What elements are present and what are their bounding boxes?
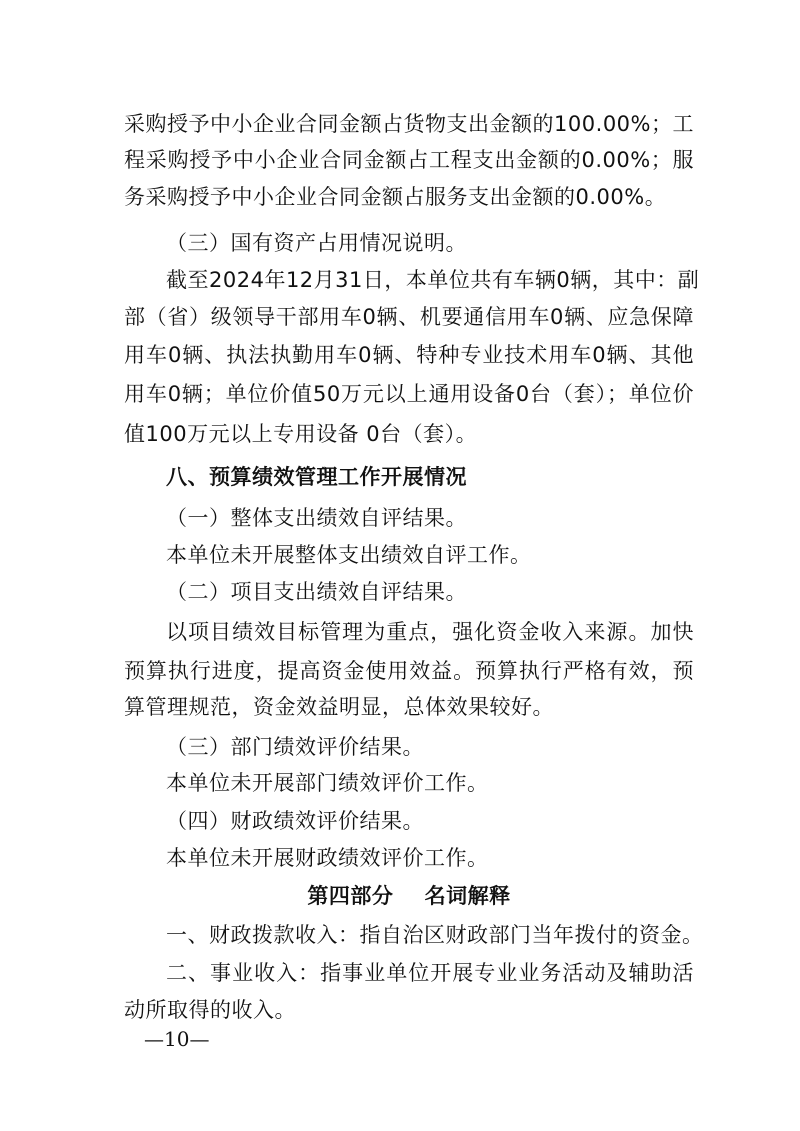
paragraph-line: 用车0辆；单位价值50万元以上通用设备0台（套）；单位价 <box>124 382 694 406</box>
paragraph-line: 值100万元以上专用设备 0台（套）。 <box>124 422 478 446</box>
paragraph-line: 一、财政拨款收入：指自治区财政部门当年拨付的资金。 <box>166 923 704 947</box>
paragraph-line: 本单位未开展财政绩效评价工作。 <box>166 846 489 870</box>
paragraph-line: 二、事业收入：指事业单位开展专业业务活动及辅助活 <box>166 961 694 985</box>
paragraph-line: 本单位未开展整体支出绩效自评工作。 <box>166 543 532 567</box>
paragraph-line: 部（省）级领导干部用车0辆、机要通信用车0辆、应急保障 <box>124 305 694 329</box>
paragraph-line: 预算执行进度，提高资金使用效益。预算执行严格有效，预 <box>124 659 694 683</box>
paragraph-line: 用车0辆、执法执勤用车0辆、特种专业技术用车0辆、其他 <box>124 343 694 367</box>
paragraph-line: 务采购授予中小企业合同金额占服务支出金额的0.00%。 <box>124 185 667 209</box>
section-heading: （二）项目支出绩效自评结果。 <box>166 580 467 604</box>
part-title: 第四部分 名词解释 <box>307 884 511 908</box>
paragraph-line: 以项目绩效目标管理为重点，强化资金收入来源。加快 <box>166 620 694 644</box>
section-heading: （四）财政绩效评价结果。 <box>166 809 424 833</box>
section-heading: （三）部门绩效评价结果。 <box>166 735 424 759</box>
chapter-heading: 八、预算绩效管理工作开展情况 <box>166 465 467 489</box>
paragraph-line: 采购授予中小企业合同金额占货物支出金额的100.00%；工 <box>124 112 694 136</box>
page-number: —10— <box>144 1027 210 1051</box>
section-heading: （三）国有资产占用情况说明。 <box>166 231 467 255</box>
paragraph-line: 动所取得的收入。 <box>124 998 296 1022</box>
paragraph-line: 算管理规范，资金效益明显，总体效果较好。 <box>124 695 554 719</box>
paragraph-line: 本单位未开展部门绩效评价工作。 <box>166 771 489 795</box>
paragraph-line: 程采购授予中小企业合同金额占工程支出金额的0.00%；服 <box>124 148 694 172</box>
paragraph-line: 截至2024年12月31日，本单位共有车辆0辆，其中：副 <box>166 268 700 292</box>
section-heading: （一）整体支出绩效自评结果。 <box>166 506 467 530</box>
